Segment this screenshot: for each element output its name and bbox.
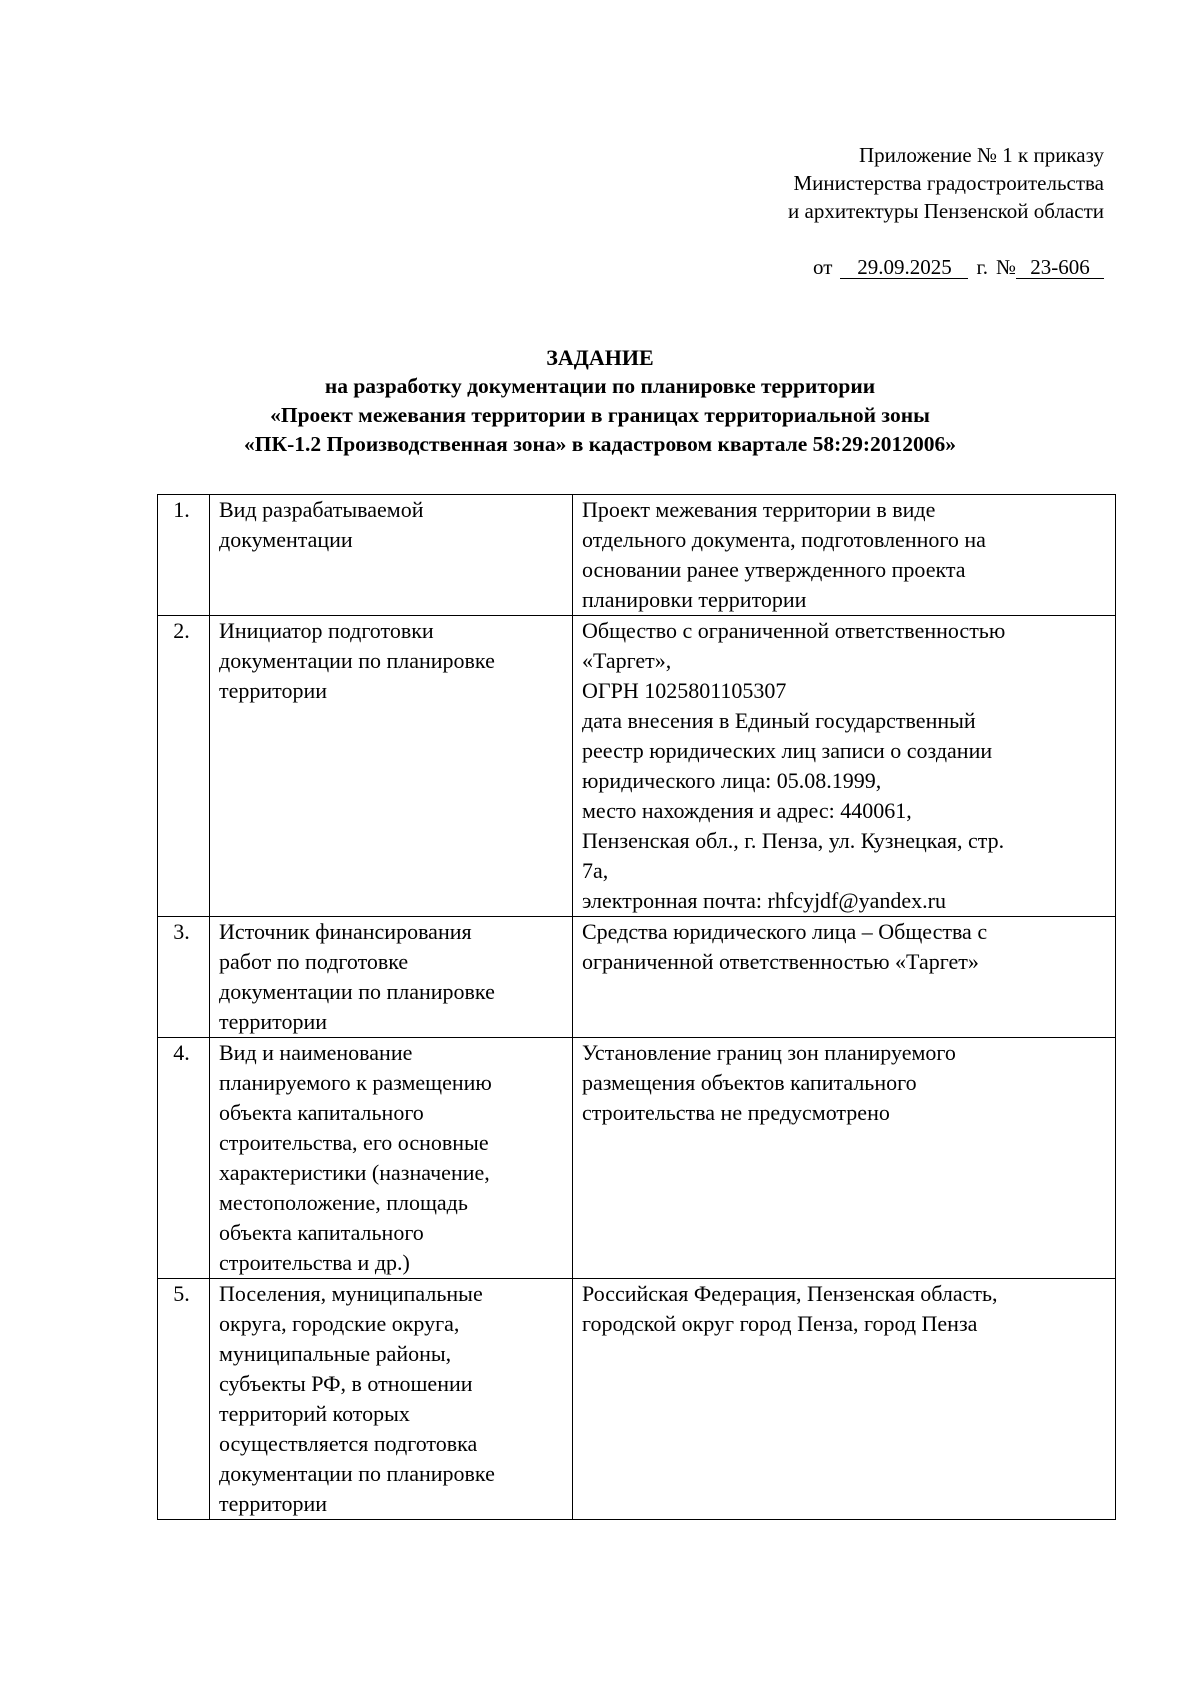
value-line: юридического лица: 05.08.1999, (582, 768, 882, 793)
row-label (210, 1279, 573, 1520)
label-line: работ по подготовке (219, 949, 409, 974)
value-line: 7а, (582, 858, 609, 883)
table-row (158, 1038, 1116, 1279)
value-line: реестр юридических лиц записи о создании (582, 738, 993, 763)
value-line: Пензенская обл., г. Пенза, ул. Кузнецкая, стр. (582, 828, 1005, 853)
appendix-note (788, 141, 1104, 225)
value-line: размещения объектов капитального (582, 1070, 917, 1095)
value-line: Средства юридического лица – Общества с (582, 919, 988, 944)
label-line: территории (219, 1009, 328, 1034)
table-row (158, 917, 1116, 1038)
value-line: Проект межевания территории в виде (582, 497, 936, 522)
label-line: субъекты РФ, в отношении (219, 1371, 473, 1396)
label-line: осуществляется подготовка (219, 1431, 478, 1456)
row-number: 3. (158, 917, 210, 1038)
order-reference (813, 254, 1104, 280)
title-heading: ЗАДАНИЕ (546, 345, 654, 370)
title-line: «ПК-1.2 Производственная зона» в кадастровом квартале 58:29:2012006» (244, 432, 956, 456)
row-value (573, 616, 1116, 917)
label-line: Поселения, муниципальные (219, 1281, 483, 1306)
row-number: 4. (158, 1038, 210, 1279)
value-line: Общество с ограниченной ответственностью (582, 618, 1006, 643)
row-label (210, 495, 573, 616)
value-line: Российская Федерация, Пензенская область, (582, 1281, 998, 1306)
table-row (158, 1279, 1116, 1520)
row-label (210, 1038, 573, 1279)
label-line: Вид разрабатываемой (219, 497, 424, 522)
label-line: Источник финансирования (219, 919, 472, 944)
row-value (573, 917, 1116, 1038)
label-line: объекта капитального (219, 1220, 424, 1245)
value-line: основании ранее утвержденного проекта (582, 557, 966, 582)
row-value (573, 495, 1116, 616)
label-line: муниципальные районы, (219, 1341, 452, 1366)
label-line: территорий которых (219, 1401, 410, 1426)
document-title (0, 343, 1200, 459)
label-line: планируемого к размещению (219, 1070, 492, 1095)
label-line: территории (219, 1491, 328, 1516)
row-label (210, 917, 573, 1038)
label-line: документации по планировке (219, 979, 495, 1004)
row-number: 2. (158, 616, 210, 917)
value-line: место нахождения и адрес: 440061, (582, 798, 912, 823)
label-line: округа, городские округа, (219, 1311, 460, 1336)
label-line: документации (219, 527, 353, 552)
order-number-sign: № (995, 255, 1016, 279)
label-line: характеристики (назначение, (219, 1160, 490, 1185)
label-line: документации по планировке (219, 1461, 495, 1486)
email-value: электронная почта: rhfcyjdf@yandex.ru (582, 888, 946, 913)
label-line: Вид и наименование (219, 1040, 413, 1065)
label-line: территории (219, 678, 328, 703)
label-line: объекта капитального (219, 1100, 424, 1125)
value-line: ограниченной ответственностью «Таргет» (582, 949, 979, 974)
value-line: дата внесения в Единый государственный (582, 708, 976, 733)
label-line: строительства, его основные (219, 1130, 489, 1155)
order-number: 23-606 (1016, 256, 1104, 279)
row-value (573, 1038, 1116, 1279)
appendix-line: и архитектуры Пензенской области (788, 199, 1104, 223)
appendix-line: Приложение № 1 к приказу (859, 143, 1104, 167)
order-date: 29.09.2025 (840, 256, 968, 279)
row-number: 5. (158, 1279, 210, 1520)
task-table (157, 494, 1116, 1520)
label-line: документации по планировке (219, 648, 495, 673)
order-prefix: от (813, 255, 833, 279)
label-line: местоположение, площадь (219, 1190, 468, 1215)
label-line: Инициатор подготовки (219, 618, 434, 643)
value-line: планировки территории (582, 587, 807, 612)
value-line: Установление границ зон планируемого (582, 1040, 956, 1065)
row-label (210, 616, 573, 917)
label-line: строительства и др.) (219, 1250, 410, 1275)
value-line: городской округ город Пенза, город Пенза (582, 1311, 978, 1336)
title-line: на разработку документации по планировке территории (324, 374, 876, 398)
value-line: строительства не предусмотрено (582, 1100, 890, 1125)
order-year-abbr: г. (976, 255, 988, 279)
table-row (158, 495, 1116, 616)
appendix-line: Министерства градостроительства (793, 171, 1104, 195)
row-value (573, 1279, 1116, 1520)
row-number: 1. (158, 495, 210, 616)
table-row (158, 616, 1116, 917)
title-line: «Проект межевания территории в границах территориальной зоны (270, 403, 930, 427)
value-line: отдельного документа, подготовленного на (582, 527, 986, 552)
value-line: ОГРН 1025801105307 (582, 678, 787, 703)
value-line: «Таргет», (582, 648, 672, 673)
